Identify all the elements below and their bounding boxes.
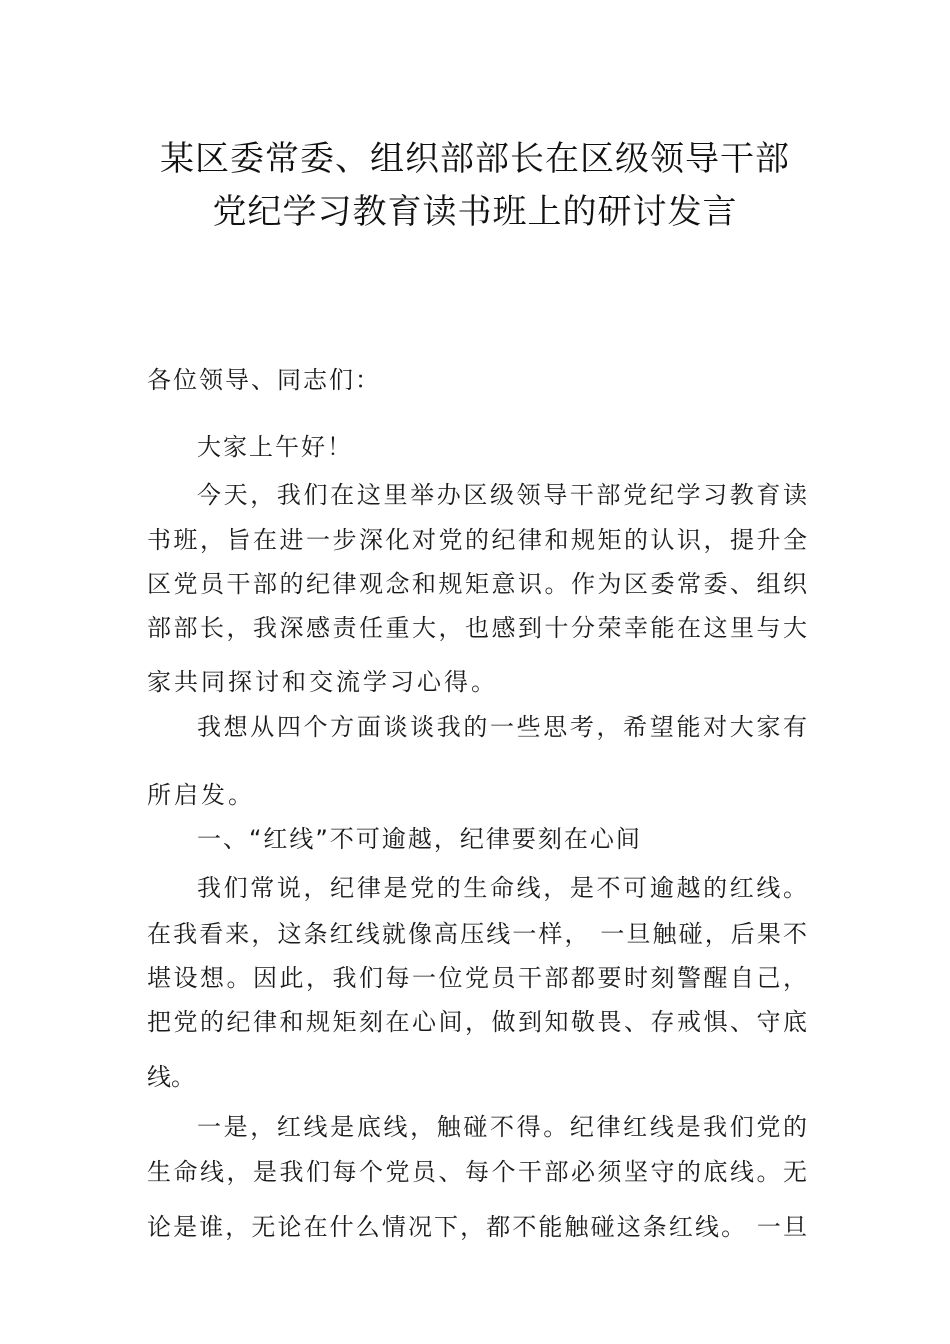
paragraph-line: 在我看来，这条红线就像高压线一样， 一旦触碰，后果不 [147, 920, 807, 948]
paragraph-line: 区党员干部的纪律观念和规矩意识。作为区委常委、组织 [147, 570, 807, 598]
paragraph-line: 家共同探讨和交流学习心得。 [147, 668, 498, 696]
paragraph-line: 所启发。 [147, 781, 255, 809]
paragraph-line: 把党的纪律和规矩刻在心间，做到知敬畏、存戒惧、守底 [147, 1008, 807, 1036]
paragraph-line: 生命线，是我们每个党员、每个干部必须坚守的底线。无 [147, 1158, 807, 1186]
paragraph-line: 我想从四个方面谈谈我的一些思考，希望能对大家有 [197, 713, 807, 741]
paragraph-line: 论是谁，无论在什么情况下，都不能触碰这条红线。 一旦 [147, 1213, 807, 1241]
greeting: 大家上午好！ [197, 433, 353, 461]
paragraph-line: 书班，旨在进一步深化对党的纪律和规矩的认识，提升全 [147, 526, 807, 554]
paragraph-line: 今天，我们在这里举办区级领导干部党纪学习教育读 [197, 481, 807, 509]
section-heading: 一、“红线”不可逾越，纪律要刻在心间 [197, 825, 642, 853]
document-title-line-1: 某区委常委、组织部部长在区级领导干部 [160, 139, 790, 179]
paragraph-line: 部部长，我深感责任重大，也感到十分荣幸能在这里与大 [147, 614, 807, 642]
paragraph-line: 堪设想。因此，我们每一位党员干部都要时刻警醒自己， [147, 964, 807, 992]
paragraph-line: 我们常说，纪律是党的生命线，是不可逾越的红线。 [197, 874, 807, 902]
paragraph-line: 一是，红线是底线，触碰不得。纪律红线是我们党的 [197, 1113, 807, 1141]
document-title-line-2: 党纪学习教育读书班上的研讨发言 [212, 192, 738, 232]
salutation: 各位领导、同志们： [147, 366, 381, 394]
paragraph-line: 线。 [147, 1063, 195, 1091]
